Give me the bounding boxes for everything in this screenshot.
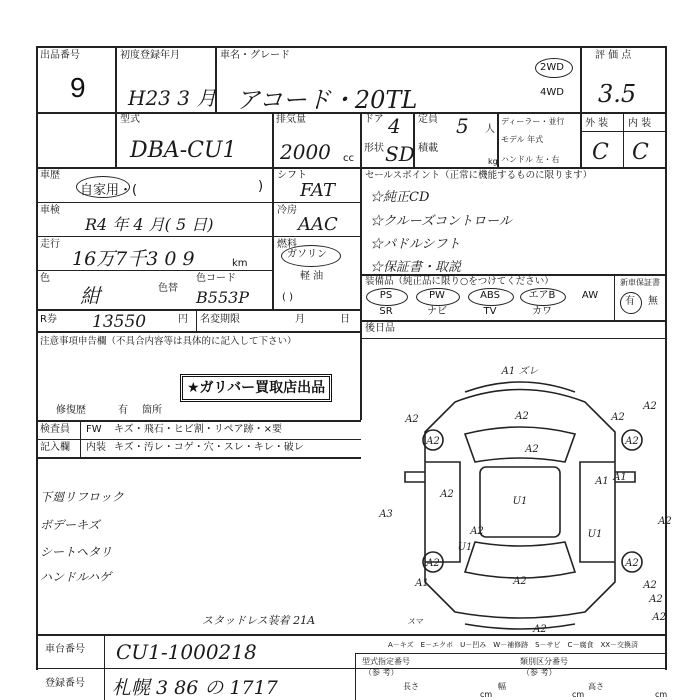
width-label: 幅	[498, 682, 506, 691]
type-spec-label: 型式指定番号	[362, 657, 410, 666]
rule-d4	[36, 309, 361, 311]
title-expiry-month: 月	[295, 314, 305, 325]
load-label: 積載	[418, 143, 438, 154]
front-bumper	[465, 382, 575, 392]
recycle-label: R券	[40, 314, 57, 325]
title-expiry-label: 名変期限	[200, 314, 240, 325]
fw-label: FW	[86, 424, 102, 435]
doors-value: 4	[388, 114, 401, 138]
length-label: 長さ	[403, 682, 419, 691]
diagram-mark-9: U1	[512, 496, 528, 507]
diagram-mark-0: A1 ズレ	[501, 366, 539, 377]
ac-label: 冷房	[277, 205, 297, 216]
equipment-label: 装備品（純正品に限り○をつけてください）	[365, 276, 554, 287]
seats-label: 定員	[418, 114, 438, 125]
diagram-mark-25: A2	[652, 612, 666, 623]
drive-2wd: 2WD	[540, 62, 564, 73]
fuel-label: 燃料	[277, 239, 297, 250]
diagram-mark-15: A2	[625, 558, 639, 569]
diagram-mark-16: U1	[457, 542, 473, 553]
fuel-diesel: 軽 油	[300, 271, 324, 282]
rear-bumper	[465, 624, 575, 629]
equip-tv: TV	[483, 306, 497, 317]
equip-navi: ナビ	[427, 306, 447, 317]
rule-fw	[36, 439, 361, 440]
diagram-mark-17: A2	[513, 576, 527, 587]
warranty-yes: 有	[625, 296, 635, 307]
vline-lot	[115, 46, 117, 167]
studless-note: スタッドレス装着 21A	[202, 614, 316, 627]
mileage-value: 16万7千3 0 9	[72, 248, 195, 270]
type-label: 型式	[120, 114, 140, 125]
history-close: )	[258, 179, 264, 194]
width-cm: cm	[572, 690, 585, 699]
warranty-no: 無	[648, 296, 658, 307]
class-sub: （参 考）	[522, 668, 557, 677]
type-value: DBA-CU1	[130, 138, 237, 163]
reg-value: 札幌 3 86 の 1717	[112, 677, 278, 699]
diagram-mark-7: A1	[595, 476, 609, 487]
seats-unit: 人	[485, 124, 495, 135]
history-value: 自家用・(	[80, 183, 138, 198]
height-label: 高さ	[588, 682, 604, 691]
fw-items: キズ・飛石・ヒビ割・リペア跡・×要	[114, 424, 282, 435]
shift-label: シフト	[277, 170, 307, 181]
car-damage-diagram	[370, 362, 670, 634]
mileage-label: 走行	[40, 239, 60, 250]
vline-score	[580, 46, 582, 167]
model-value: アコード・20TL	[236, 86, 418, 114]
note-3: シートヘタリ	[40, 545, 113, 559]
rear-glass	[465, 542, 575, 578]
vline-warranty	[614, 274, 615, 320]
chassis-label: 車台番号	[45, 644, 85, 655]
diagram-mark-4: A2	[625, 436, 639, 447]
rule-d5	[36, 331, 361, 333]
mileage-unit: km	[232, 258, 248, 269]
dealer-label: ディーラー・並行	[501, 117, 565, 126]
rule-bottom-top	[36, 634, 666, 636]
rule-d1	[36, 202, 361, 203]
rule-repair	[36, 420, 361, 422]
sales-point-4: ☆保証書・取説	[370, 260, 462, 275]
equip-aw: AW	[581, 290, 599, 301]
handle-label: ハンドル 左・右	[501, 155, 560, 164]
equip-leather: カワ	[532, 306, 552, 317]
diagram-mark-19: A2	[649, 594, 663, 605]
score-value: 3.5	[598, 80, 637, 108]
shape-value: SD	[385, 142, 415, 166]
shape-label: 形状	[364, 143, 384, 154]
diagram-mark-6: A1	[613, 472, 627, 483]
diagram-mark-10: U1	[587, 529, 603, 540]
equip-airbag: エアB	[528, 290, 556, 301]
repair-value: 有	[118, 405, 128, 416]
int-value: C	[632, 140, 649, 165]
seats-value: 5	[456, 114, 469, 138]
diagram-mark-18: A2	[643, 580, 657, 591]
rule-d2	[36, 236, 361, 237]
rule-bottom-mid	[36, 668, 666, 669]
vline-door	[360, 112, 362, 167]
history-label: 車歴	[40, 170, 60, 181]
rule-rear	[360, 338, 666, 339]
diagram-mark-24: スマ	[407, 617, 423, 626]
reg-label: 登録番号	[45, 678, 85, 689]
vline-extint	[623, 112, 624, 167]
chassis-value: CU1-1000218	[116, 640, 257, 664]
int-label: 内 装	[628, 118, 652, 129]
diagram-mark-13: A2	[426, 558, 440, 569]
repair-label: 修復歴	[56, 405, 86, 416]
model-label: 車名・グレード	[220, 50, 290, 61]
title-expiry-day: 日	[340, 314, 350, 325]
sales-point-1: ☆純正CD	[370, 190, 430, 205]
diagram-mark-5: A2	[525, 444, 539, 455]
vline-bottom-spec	[355, 653, 356, 700]
inspection-value: R4 年 4 月( 5 日)	[85, 215, 214, 234]
mirror-left	[405, 472, 425, 482]
notes-label: 注意事項申告欄（不具合内容等は具体的に記入して下さい）	[40, 336, 297, 347]
outer-top	[36, 46, 666, 48]
door-left	[425, 462, 460, 562]
rule-row2	[36, 167, 666, 169]
dealer-stamp: ★ガリバー買取店出品	[180, 374, 332, 402]
diagram-mark-20: A2	[533, 624, 547, 635]
doors-label: ドア	[364, 114, 384, 125]
repair-place: 箇所	[142, 405, 162, 416]
note-2: ボデーキズ	[40, 518, 100, 532]
load-unit: kg	[488, 157, 498, 166]
diagram-mark-23: A2	[611, 412, 625, 423]
recycle-unit: 円	[178, 314, 188, 325]
lot-value: 9	[70, 72, 86, 103]
vline-recycle	[196, 309, 197, 331]
class-label: 類別区分番号	[520, 657, 568, 666]
ext-value: C	[592, 140, 609, 165]
length-cm: cm	[480, 690, 493, 699]
diagram-mark-1: A2	[515, 411, 529, 422]
color-code-label: 色コード	[196, 273, 236, 284]
sales-label: セールスポイント（正常に機能するものに限ります）	[365, 170, 593, 181]
equip-ps: PS	[379, 290, 393, 301]
note-4: ハンドルハゲ	[40, 570, 112, 584]
diagram-mark-8: A2	[440, 489, 454, 500]
score-label: 評 価 点	[595, 50, 632, 61]
shift-value: FAT	[300, 180, 335, 201]
equip-abs: ABS	[480, 290, 500, 301]
vline-mid	[360, 167, 362, 420]
interior-label: 内装	[86, 442, 106, 453]
color-label: 色	[40, 273, 50, 284]
diagram-mark-12: A2	[658, 516, 672, 527]
rule-inspector-bottom	[36, 457, 361, 459]
recycle-value: 13550	[92, 312, 147, 332]
lot-label: 出品番号	[40, 50, 80, 61]
fuel-gasoline: ガソリン	[287, 249, 327, 260]
equip-pw: PW	[429, 290, 445, 301]
first-reg-value: H23 3 月	[128, 86, 217, 110]
inspection-label: 車検	[40, 205, 60, 216]
rule-equip-bottom	[360, 320, 666, 322]
ext-label: 外 装	[585, 118, 609, 129]
rule-spec-top	[355, 653, 666, 654]
diagram-mark-21: A3	[379, 509, 393, 520]
diagram-mark-11: A2	[470, 526, 484, 537]
warranty-label: 新車保証書	[620, 278, 660, 287]
front-glass	[465, 427, 575, 462]
type-spec-sub: （参 考）	[364, 668, 399, 677]
model-year-label: モデル 年式	[501, 135, 544, 144]
color-value: 紺	[80, 284, 100, 308]
diagram-mark-3: A2	[426, 436, 440, 447]
note-1: 下廻リフロック	[40, 490, 124, 504]
vline-bottom-label	[104, 634, 105, 700]
diagram-mark-2: A2	[643, 401, 657, 412]
damage-legend: A－キズ E－エクボ U－凹み W－補修跡 S－サビ C－腐食 XX－交換済	[388, 641, 639, 649]
diagram-mark-22: A2	[405, 414, 419, 425]
drive-4wd: 4WD	[540, 87, 564, 98]
displacement-unit: cc	[343, 153, 354, 164]
ac-value: AAC	[298, 214, 338, 235]
height-cm: cm	[655, 690, 668, 699]
inspector-label: 検査員	[40, 424, 70, 435]
vline-disp	[272, 112, 274, 167]
vline-left-split	[272, 167, 274, 309]
color-change-label: 色替	[158, 283, 178, 294]
displacement-value: 2000	[280, 140, 331, 164]
diagram-mark-14: A1	[415, 578, 429, 589]
vline-inspector	[80, 420, 81, 457]
color-code-value: B553P	[196, 288, 250, 307]
sales-point-3: ☆パドルシフト	[370, 237, 461, 252]
displacement-label: 排気量	[276, 114, 306, 125]
rear-seat-label: 後日品	[365, 323, 395, 334]
sales-point-2: ☆クルーズコントロール	[370, 214, 512, 229]
first-reg-label: 初度登録年月	[120, 50, 180, 61]
interior-items: キズ・汚レ・コゲ・穴・スレ・キレ・破レ	[114, 442, 304, 453]
fill-label: 記入欄	[40, 442, 70, 453]
fuel-paren: ( )	[282, 292, 293, 303]
equip-sr: SR	[379, 306, 393, 317]
outer-left	[36, 46, 38, 670]
